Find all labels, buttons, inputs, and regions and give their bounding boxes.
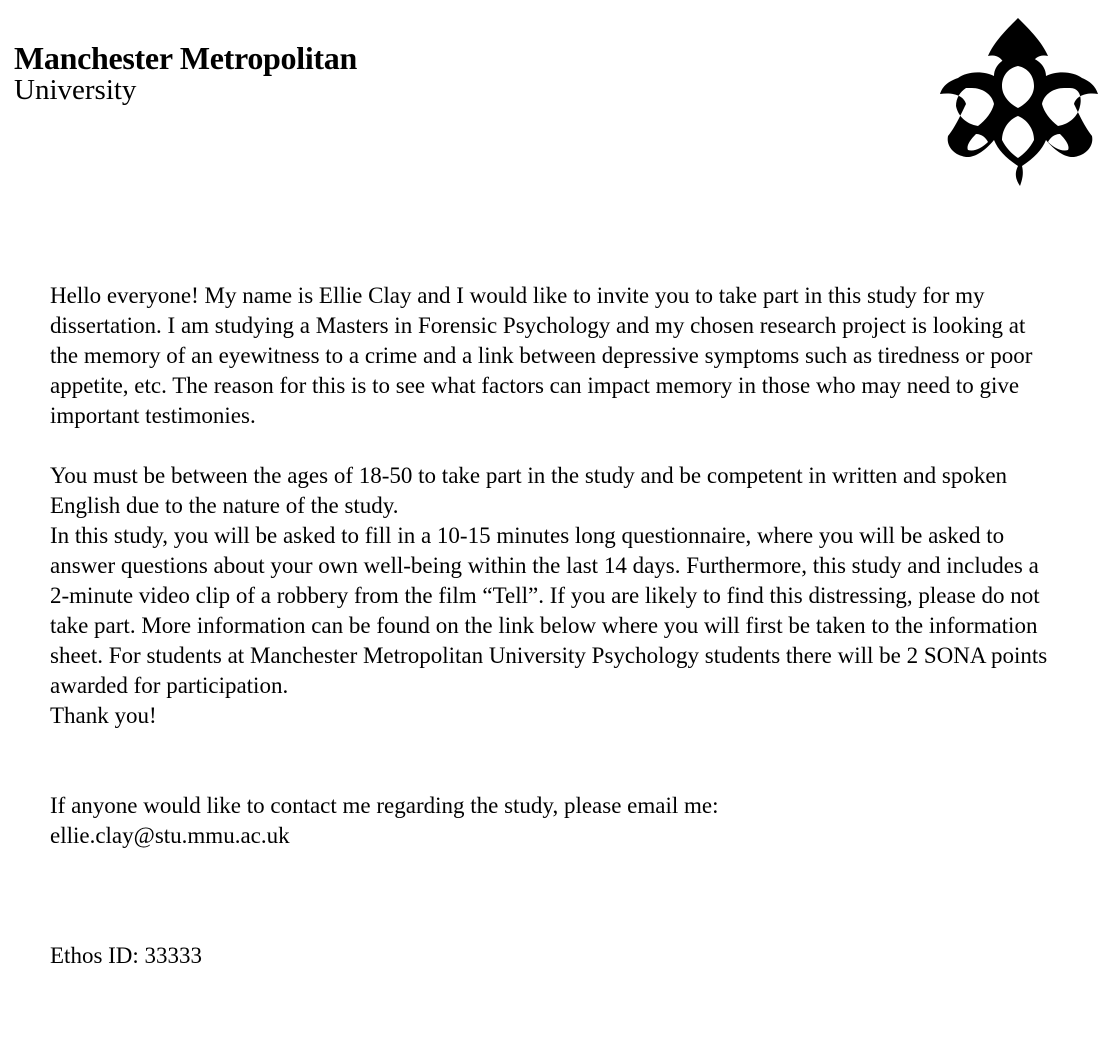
intro-paragraph: Hello everyone! My name is Ellie Clay and I would like to invite you to take part in this study for my dissertation. I am studying a Masters in Forensic Psychology and my chosen research project is looking at the memory of an eyewitness to a crime and a link between depressive symptoms such as tiredness or poor appetite, etc. The reason for this is to see what factors can impact memory in those who may need to give important testimonies. [50,283,1033,428]
thank-you-line: Thank you! [50,703,157,728]
invitation-letter [50,281,1050,971]
ethos-id: Ethos ID: 33333 [50,943,203,968]
contact-line: If anyone would like to contact me regarding the study, please email me: [50,793,719,818]
contact-email-line [50,821,1050,851]
eligibility-paragraph: You must be between the ages of 18-50 to take part in the study and be competent in written and spoken English due to the nature of the study. [50,463,1008,518]
contact-email-link[interactable]: ellie.clay@stu.mmu.ac.uk [50,823,290,848]
university-subtitle: University [14,74,137,106]
university-header [14,40,357,104]
mmu-trefoil-logo-icon [936,16,1100,188]
university-name: Manchester Metropolitan [14,40,357,76]
study-details-paragraph: In this study, you will be asked to fill in a 10-15 minutes long questionnaire, where you will be asked to answer questions about your own well-being within the last 14 days. Furthermore, this study and includes a 2-minute video clip of a robbery from the film “Tell”. If you are likely to find this distressing, please do not take part. More information can be found on the link below where you will first be taken to the information sheet. For students at Manchester Metropolitan University Psychology students there will be 2 SONA points awarded for participation. [50,523,1048,698]
